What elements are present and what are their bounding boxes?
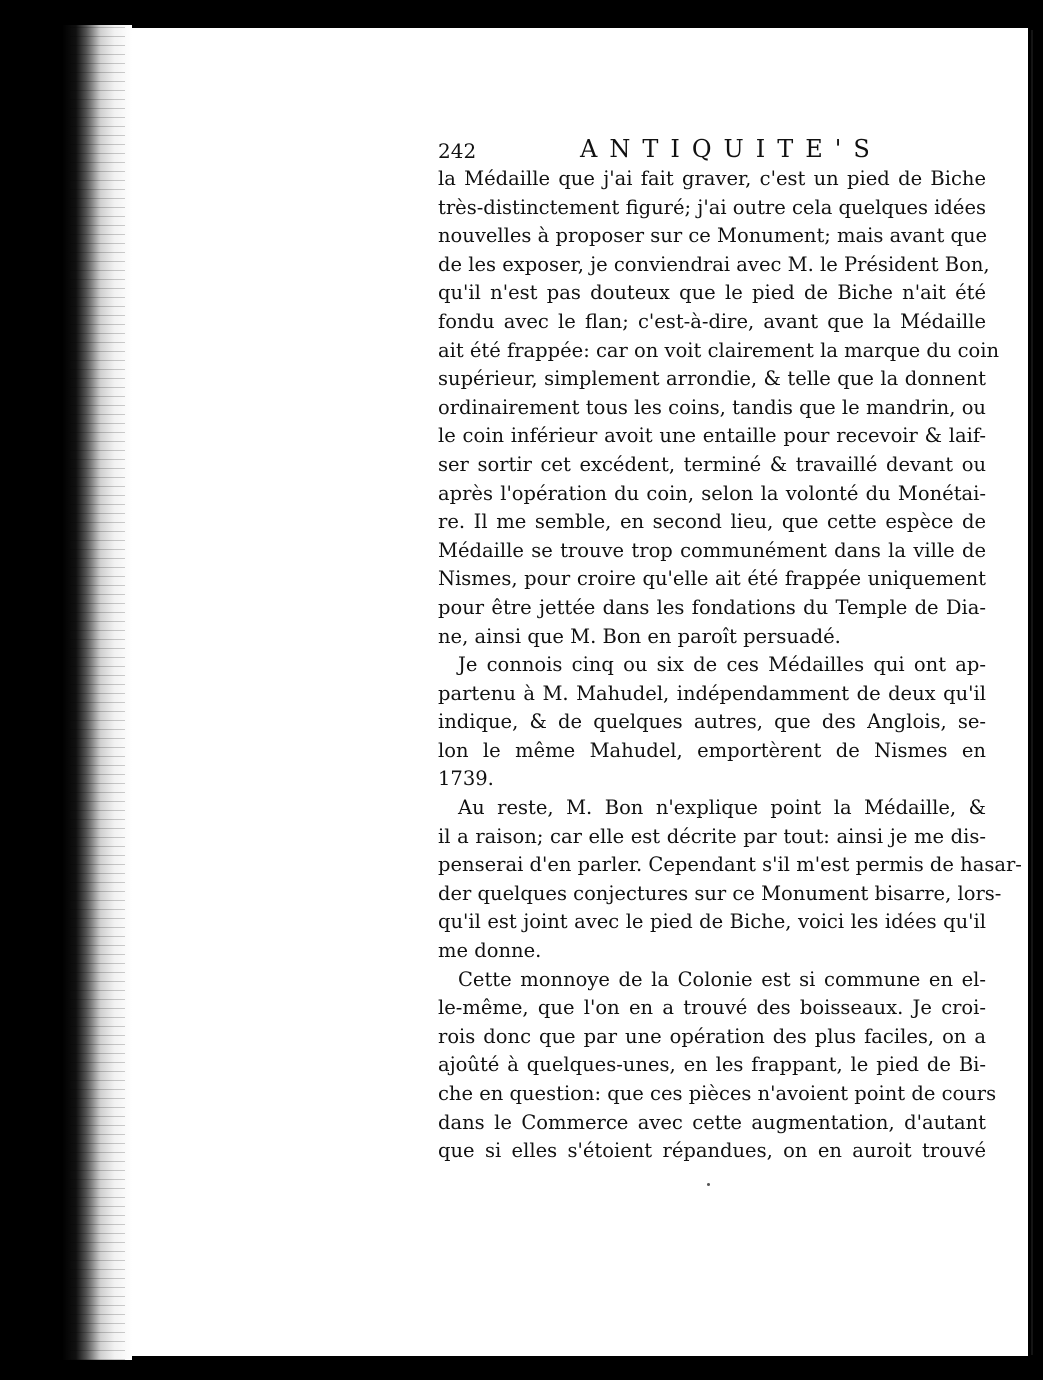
text-line: ajoûté à quelques-unes, en les frappant, le pied de Bi- (438, 1053, 986, 1077)
text-line: che en question: que ces pièces n'avoient point de cours (438, 1082, 997, 1105)
text-line: le coin inférieur avoit une entaille pour recevoir & laif- (438, 424, 986, 448)
text-line: indique, & de quelques autres, que des Anglois, se- (438, 710, 986, 734)
text-line: Au reste, M. Bon n'explique point la Médaille, & (458, 796, 986, 820)
text-line: re. Il me semble, en second lieu, que cette espèce de (438, 510, 986, 534)
text-line: la Médaille que j'ai fait graver, c'est un pied de Biche (438, 167, 986, 190)
text-line: pour être jettée dans les fondations du Temple de Dia- (438, 595, 986, 619)
book-binding-texture (70, 25, 125, 1360)
text-line: ordinairement tous les coins, tandis que le mandrin, ou (438, 395, 986, 419)
page-number: 242 (438, 139, 477, 163)
text-line: ser sortir cet excédent, terminé & travaillé devant ou (438, 452, 986, 476)
page-speck (707, 1183, 710, 1186)
page-edge (1031, 30, 1033, 1355)
text-line: il a raison; car elle est décrite par tout: ainsi je me dis- (438, 824, 986, 848)
running-head: ANTIQUITE'S (580, 135, 882, 163)
text-line: lon le même Mahudel, emportèrent de Nismes en (438, 738, 986, 762)
text-line: Je connois cinq ou six de ces Médailles qui ont ap- (458, 653, 986, 677)
text-line: de les exposer, je conviendrai avec M. le Président Bon, (438, 252, 990, 276)
text-line: Cette monnoye de la Colonie est si commune en el- (458, 967, 986, 991)
body-text (438, 165, 1022, 1166)
text-line: qu'il est joint avec le pied de Biche, voici les idées qu'il (438, 910, 986, 934)
page-text-block (438, 135, 1022, 1166)
text-line: nouvelles à proposer sur ce Monument; mais avant que (438, 224, 988, 248)
text-line: penserai d'en parler. Cependant s'il m'est permis de hasar- (438, 853, 1022, 877)
text-line: Médaille se trouve trop communément dans la ville de (438, 538, 986, 562)
text-line: après l'opération du coin, selon la volonté du Monétai- (438, 481, 986, 505)
text-line: fondu avec le flan; c'est-à-dire, avant que la Médaille (438, 309, 986, 333)
text-line: ne, ainsi que M. Bon en paroît persuadé. (438, 624, 841, 648)
text-line: que si elles s'étoient répandues, on en auroit trouvé (438, 1139, 986, 1163)
text-line: 1739. (438, 767, 494, 791)
text-line: partenu à M. Mahudel, indépendamment de deux qu'il (438, 681, 986, 705)
text-line: dans le Commerce avec cette augmentation, d'autant (438, 1110, 986, 1134)
text-line: Nismes, pour croire qu'elle ait été frappée uniquement (438, 567, 986, 591)
text-line: me donne. (438, 939, 542, 963)
text-line: der quelques conjectures sur ce Monument bisarre, lors- (438, 881, 1002, 905)
text-line: qu'il n'est pas douteux que le pied de Biche n'ait été (438, 281, 986, 305)
text-line: très-distinctement figuré; j'ai outre cela quelques idées (438, 195, 986, 219)
text-line: rois donc que par une opération des plus faciles, on a (438, 1024, 986, 1048)
text-line: ait été frappée: car on voit clairement la marque du coin (438, 338, 1000, 362)
text-line: supérieur, simplement arrondie, & telle que la donnent (438, 367, 986, 391)
page-header (438, 135, 986, 165)
text-line: le-même, que l'on en a trouvé des boisseaux. Je croi- (438, 996, 986, 1020)
